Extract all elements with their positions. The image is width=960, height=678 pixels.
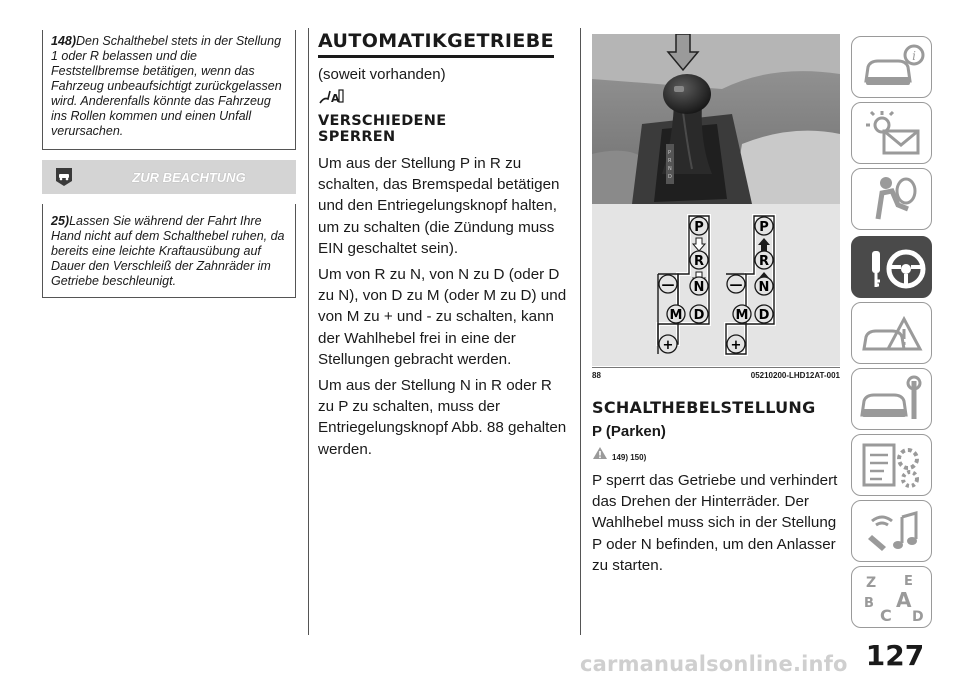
watermark: carmanualsonline.info <box>580 652 848 676</box>
figure-caption <box>592 367 840 380</box>
dashboard-info-icon <box>852 49 933 103</box>
paragraph: Um aus der Stellung N in R oder R zu P zu schalten, muss der Entriegelungsknopf Abb. 88 gehalten werden. <box>318 377 567 458</box>
maintenance-icon <box>852 418 933 435</box>
right-section-title: SCHALTHEBELSTELLUNG <box>592 398 816 417</box>
column-divider-left <box>308 28 309 635</box>
warning-lights-icon <box>852 152 933 169</box>
gear-lever-photo <box>592 34 840 204</box>
svg-text:R: R <box>668 158 672 164</box>
sidebar-tab-safety[interactable] <box>851 168 932 230</box>
subsection-title-line2: SPERREN <box>318 129 396 145</box>
gate-letter-n: N <box>693 280 705 295</box>
shift-gate-diagram <box>592 204 840 366</box>
gate-letter-m: M <box>669 308 683 323</box>
index-icon <box>852 574 933 633</box>
figure-code: 05210200-LHD12AT-001 <box>750 371 840 380</box>
warning-number: 148) <box>51 34 77 48</box>
car-warning-icon <box>54 168 74 191</box>
gate-letter-p: P <box>694 220 704 235</box>
svg-text:B: B <box>864 596 874 611</box>
svg-text:i: i <box>912 49 916 63</box>
technical-data-icon <box>852 484 933 501</box>
note-number: 25) <box>51 214 70 228</box>
gate2-letter-r: R <box>758 254 770 269</box>
figure-number: 88 <box>592 371 601 380</box>
sidebar-tab-index[interactable] <box>851 566 932 628</box>
sidebar-tab-technical-data[interactable] <box>851 434 932 496</box>
emergency-icon <box>852 352 933 369</box>
note-heading-band <box>42 160 296 194</box>
svg-text:C: C <box>880 606 892 625</box>
gate-minus: — <box>661 278 675 293</box>
gate2-letter-p: P <box>759 220 769 235</box>
svg-text:Z: Z <box>866 575 877 591</box>
paragraph: Um von R zu N, von N zu D (oder D zu N), von D zu M (oder M zu D) und von M zu + und - zu schalten, kann der Wahlhebel frei in eine der Stellungen gebracht werden. <box>318 266 567 368</box>
sidebar-tab-emergency[interactable] <box>851 302 932 364</box>
warning-triangle-icon <box>592 446 608 462</box>
warning-text: Den Schalthebel stets in der Stellung 1 oder R belassen und die Feststellbremse betätigen, wenn das Fahrzeug unbeaufsichtigt zurückgelassen wird. Anderenfalls könnte das Fahrzeug ins Rollen kommen und einen Unfall verursachen. <box>51 34 282 138</box>
subsection-title-line1: VERSCHIEDENE <box>318 113 447 129</box>
svg-text:N: N <box>668 166 672 172</box>
gate-letter-r: R <box>693 254 705 269</box>
multimedia-icon <box>852 550 933 567</box>
svg-text:P: P <box>668 150 672 156</box>
sidebar-tab-warning-lights[interactable] <box>851 102 932 164</box>
automatic-transmission-icon <box>318 87 572 107</box>
gate2-letter-d: D <box>758 308 770 323</box>
svg-text:E: E <box>904 574 913 589</box>
starting-driving-icon <box>852 286 933 303</box>
section-title: AUTOMATIKGETRIEBE <box>318 30 554 58</box>
note-box <box>42 204 296 298</box>
gate2-minus: — <box>729 278 743 293</box>
note-heading: ZUR BEACHTUNG <box>132 170 246 185</box>
section-subtitle: (soweit vorhanden) <box>318 66 446 83</box>
sidebar-tab-dashboard[interactable] <box>851 36 932 98</box>
paragraph: Um aus der Stellung P in R zu schalten, das Bremspedal betätigen und den Entriegelungsknopf halten, um zu schalten (die Zündung muss EIN geschaltet sein). <box>318 155 560 257</box>
note-text: Lassen Sie während der Fahrt Ihre Hand nicht auf dem Schalthebel ruhen, da bereits eine leichte Kraftausübung auf Dauer den Verschleiß der Zahnräder im Getriebe beschleunigt. <box>51 214 285 288</box>
svg-text:D: D <box>912 609 924 625</box>
right-subtitle: P (Parken) <box>592 423 666 440</box>
svg-text:A: A <box>331 92 340 105</box>
safety-airbag-icon <box>852 218 933 235</box>
gate-plus: + <box>662 338 674 353</box>
svg-text:A: A <box>896 588 912 612</box>
warning-box <box>42 30 296 150</box>
subsection-title <box>318 113 572 145</box>
right-column-text <box>592 398 842 581</box>
middle-column <box>318 30 572 465</box>
paragraph: P sperrt das Getriebe und verhindert das Drehen der Hinterräder. Der Wahlhebel muss sich in der Stellung P oder N befinden, um den Anlasser zu starten. <box>592 472 838 574</box>
sidebar-tab-multimedia[interactable] <box>851 500 932 562</box>
reference-markers <box>592 446 842 462</box>
page-number: 127 <box>865 639 925 672</box>
sidebar-tab-maintenance[interactable] <box>851 368 932 430</box>
reference-numbers: 149) 150) <box>612 453 647 462</box>
gate2-letter-m: M <box>735 308 749 323</box>
gate-letter-d: D <box>693 308 705 323</box>
sidebar-tab-starting-driving[interactable] <box>851 236 932 298</box>
column-divider-right <box>580 28 581 635</box>
gate2-letter-n: N <box>758 280 770 295</box>
svg-text:D: D <box>668 174 672 180</box>
gate2-plus: + <box>730 338 742 353</box>
